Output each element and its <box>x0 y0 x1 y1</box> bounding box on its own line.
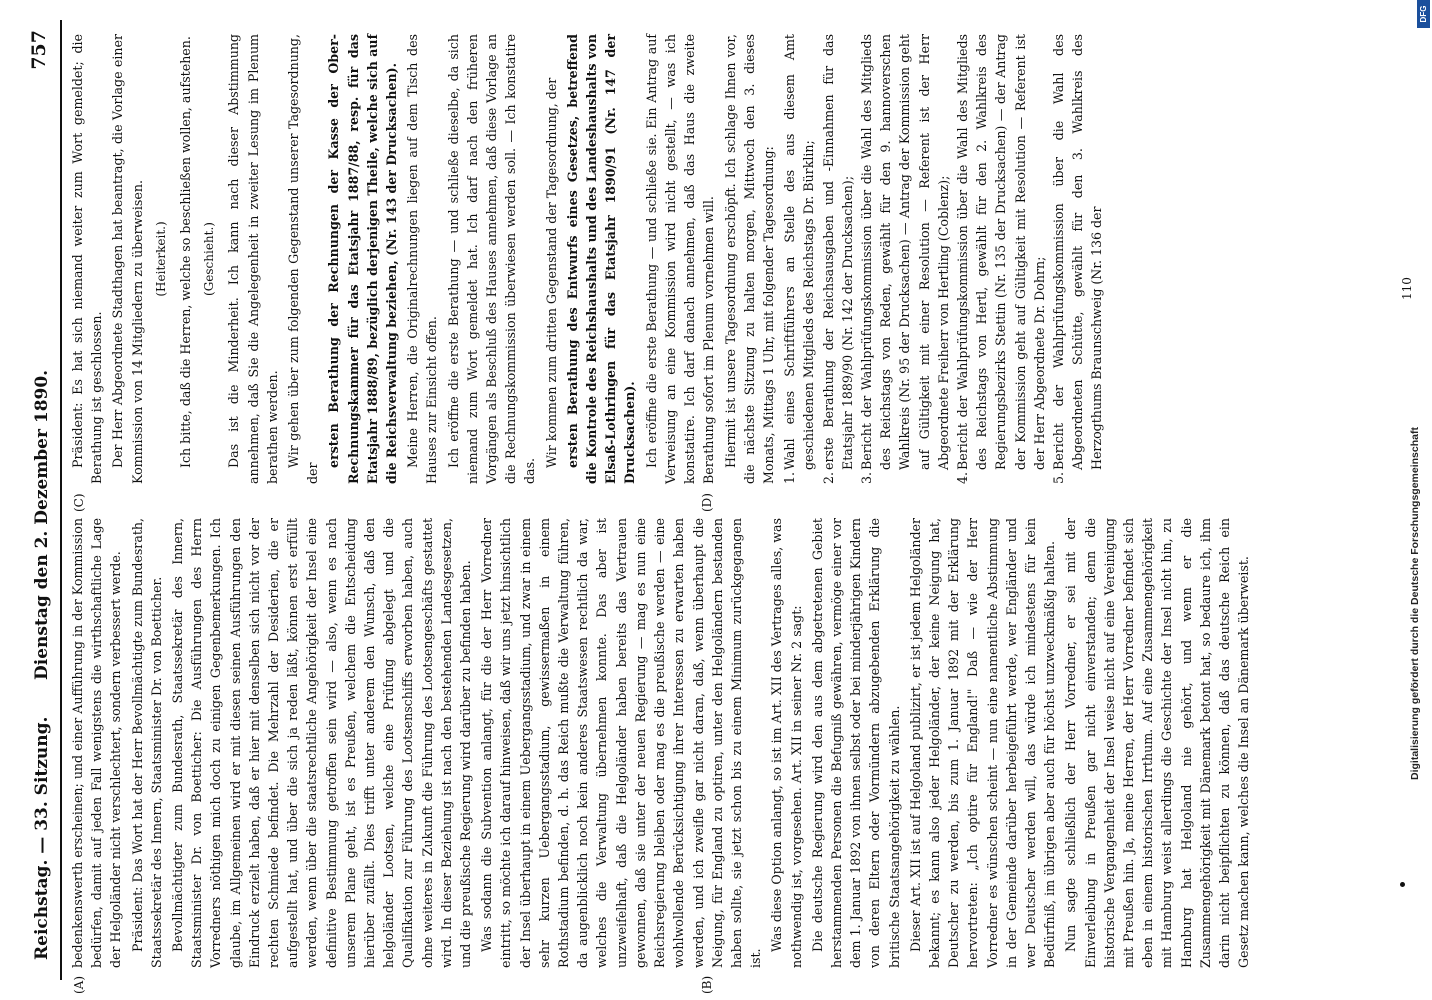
agenda-heading: ersten Berathung der Rechnungen der Kasse der Ober-Rechnungskammer für das Etatsjahr 1887/88, resp. für das Etatsjahr 1888/89, bezüglich derjenigen Theile, welche sich auf die Reichsverwaltung beziehen, (Nr. 143 der Drucksachen). <box>326 34 400 484</box>
left-column <box>68 518 1255 968</box>
right-column <box>68 34 1107 484</box>
paragraph: Ich bitte, daß die Herren, welche so beschließen wollen, aufstehen. <box>178 36 194 468</box>
quoted-paragraph: Die deutsche Regierung wird den aus dem abgetretenen Gebiet herstammenden Personen die Befugniß gewähren, vermöge einer vor dem 1. Januar 1892 von ihnen selbst oder bei minderjährigen Kindern von deren Eltern oder Vormündern abzugebenden Erklärung die britische Staatsangehörigkeit zu wählen. <box>809 518 902 968</box>
header-date: Dienstag den 2. Dezember 1890. <box>32 369 52 680</box>
credit-text: Digitalisierung gefördert durch die Deutsche Forschungsgemeinschaft <box>1409 427 1421 780</box>
paragraph: Ich eröffne die erste Berathung — und schließe sie. Ein Antrag auf Verweisung an eine Kommission wird nicht gestellt, — was ich konstatire. Ich darf danach annehmen, daß das Haus die zweite Berathung sofort im Plenum vornehmen will. <box>643 34 717 484</box>
paragraph: Präsident: Das Wort hat der Herr Bevollmächtigte zum Bundesrath, Staatssekretär des Innern, Staatsminister Dr. von Boetticher. <box>129 518 164 968</box>
paragraph: Hiermit ist unsere Tagesordnung erschöpft. Ich schlage Ihnen vor, die nächste Sitzung zu halten morgen, Mittwoch den 3. dieses Monats, Mittags 1 Uhr, mit folgender Tagesordnung: <box>722 34 776 484</box>
paragraph: Was sodann die Subvention anlangt, für die der Herr Vorredner eintritt, so möchte ich darauf hinweisen, daß wir uns jetzt hinsichtlich der Insel überhaupt in einem Uebergangsstadium, und zwar in einem sehr kurzen Uebergangsstadium, gewissermaßen in einem Rothstadium befinden, d. h. das Reich mußte die Verwaltung führen, da augenblicklich noch kein anderes Staatswesen rechtlich da war, welches die Verwaltung übernehmen konnte. Das aber ist unzweifelhaft, daß die Helgoländer haben bereits das Vertrauen gewonnen, daß sie unter der neuen Regierung — mag es nun eine Reichsregierung bleiben oder mag es die preußische werden — eine wohlwollende Berücksichtigung ihrer Interessen zu erwarten haben werden, und ich zweifle gar nicht daran, daß, wenn überhaupt die Neigung, für England zu optiren, unter den Helgoländern bestanden haben sollte, sie jetzt schon bis zu einem Minimum zurückgegangen ist. <box>479 518 764 968</box>
stage-direction: (Heiterkeit.) <box>153 221 168 297</box>
margin-marker-a: (A) <box>72 975 86 994</box>
scan-speck <box>1400 882 1405 887</box>
agenda-heading: ersten Berathung des Entwurfs eines Gesetzes, betreffend die Kontrole des Reichshaushalts und des Landeshaushalts von Elsaß-Lothringen für das Etatsjahr 1890/91 (Nr. 147 der Drucksachen). <box>564 34 638 484</box>
stage-direction: (Geschieht.) <box>202 222 217 296</box>
agenda-item: 4.Bericht der Wahlprüfungskommission über die Wahl des Mitglieds des Reichstags von Hertl, gewählt für den 2. Wahlkreis des Regierungsbezirks Stettin (Nr. 135 der Drucksachen) — der Antrag der Kommission geht auf Gültigkeit mit Resolution — Referent ist der Herr Abgeordnete Dr. Dohrn; <box>954 34 1047 484</box>
header-left: Reichstag. — 33. Sitzung. <box>32 716 52 960</box>
paragraph: Wir gehen über zum folgenden Gegenstand unserer Tagesordnung, der <box>286 34 321 484</box>
paragraph: Nun sagte schließlich der Herr Vorredner, er sei mit der Einverleibung in Preußen gar nicht einverstanden; denn die historische Vergangenheit der Insel weise nicht auf eine Vereinigung mit Preußen hin. Ja, meine Herren, der Herr Vorredner befindet sich eben in einem historischen Irrthum. Auf eine Zusammengehörigkeit mit Hamburg weist allerdings die Geschichte der Insel nicht hin, zu Hamburg hat Helgoland nie gehört, und wenn er die Zusammengehörigkeit mit Dänemark betont hat, so bedaure ich, ihm darin nicht beipflichten zu können, daß das deutsche Reich ein Gesetz machen kann, welches die Insel an Dänemark überweist. <box>1063 518 1252 968</box>
paragraph: Das ist die Minderheit. Ich kann nach dieser Abstimmung annehmen, daß Sie die Angelegenheit in zweiter Lesung im Plenum berathen werden. <box>226 34 280 484</box>
footer-number: 110 <box>1400 277 1414 300</box>
paragraph: Wir kommen zum dritten Gegenstand der Tagesordnung, der <box>543 77 559 468</box>
paragraph: Was diese Option anlangt, so ist im Art. XII des Vertrages alles, was nothwendig ist, vorgesehen. Art. XII in seiner Nr. 2 sagt: <box>769 518 804 968</box>
paragraph: Präsident: Es hat sich niemand weiter zum Wort gemeldet; die Berathung ist geschlossen. <box>70 34 105 484</box>
paragraph: bedenkenswerth erscheinen; und einer Aufführung in der Kommission bedürfen, damit auf jeden Fall wenigstens die wirthschaftliche Lage der Helgoländer nicht verschlechtert, sondern verbessert werde. <box>70 518 124 968</box>
margin-marker-d: (D) <box>700 493 714 512</box>
digitization-credit <box>1407 20 1429 780</box>
paragraph: Ich eröffne die erste Berathung — und schließe dieselbe, da sich niemand zum Wort gemeldet hat. Ich darf nach den früheren Vorgängen als Beschluß des Hauses annehmen, daß diese Vorlage an die Rechnungskommission überwiesen werden soll. — Ich konstatire das. <box>445 34 538 484</box>
dfg-logo: DFG <box>1417 0 1430 28</box>
page-number: 757 <box>28 30 50 70</box>
paragraph: Meine Herren, die Originalrechnungen liegen auf dem Tisch des Hauses zur Einsicht offen. <box>405 34 440 484</box>
page-header <box>20 20 62 980</box>
agenda-item: 3.Bericht der Wahlprüfungskommission über die Wahl des Mitglieds des Reichstags von Reden, gewählt für den 9. hannoverschen Wahlkreis (Nr. 95 der Drucksachen) — Antrag der Kommission geht auf Gültigkeit mit einer Resolution — Referent ist der Herr Abgeordnete Freiherr von Hertling (Coblenz); <box>858 34 951 484</box>
paragraph: Bevollmächtigter zum Bundesrath, Staatssekretär des Innern, Staatsminister Dr. von Boetticher: Die Ausführungen des Herrn Vorredners nöthigen mich doch zu einigen Gegenbemerkungen. Ich glaube, im Allgemeinen wird er mit diesen seinen Ausführungen den Eindruck erzielt haben, daß er hier mit denselben sich nicht vor der rechten Schmiede befindet. Die Mehrzahl der Desiderien, die er aufgestellt hat, und über die sich ja reden läßt, können erst erfüllt werden, wenn über die staatsrechtliche Angehörigkeit der Insel eine definitive Bestimmung getroffen sein wird — also, wenn es nach unserem Plane geht, ist es Preußen, welchem die Entscheidung hierüber zufällt. Dies trifft unter anderem den Wunsch, daß den helgoländer Lootsen, welche eine Prüfung abgelegt und die Qualifikation zur Führung des Lootsenschiffs erworben haben, auch ohne weiteres in Zukunft die Führung des Lootsengeschäfts gestattet wird. In dieser Beziehung ist nach den bestehenden Landesgesetzen, und die preußische Regierung wird darüber zu befinden haben. <box>170 518 474 968</box>
agenda-item: 5.Bericht der Wahlprüfungskommission über die Wahl des Abgeordneten Schütte, gewählt für den 3. Wahlkreis des Herzogthums Braunschweig (Nr. 136 der <box>1050 34 1105 484</box>
margin-marker-c: (C) <box>72 493 86 512</box>
agenda-item: 2.erste Berathung der Reichsausgaben und -Einnahmen für das Etatsjahr 1889/90 (Nr. 142 der Drucksachen); <box>820 34 855 484</box>
margin-marker-b: (B) <box>700 975 714 994</box>
document-page <box>20 20 1420 994</box>
agenda-item: 1.Wahl eines Schriftführers an Stelle des aus diesem Amt geschiedenen Mitglieds des Reichstags Dr. Bürklin; <box>782 34 817 484</box>
paragraph: Der Herr Abgeordnete Stadthagen hat beantragt, die Vorlage einer Kommission von 14 Mitgliedern zu überweisen. <box>110 34 145 484</box>
paragraph: Dieser Art. XII ist auf Helgoland publizirt, er ist jedem Helgoländer bekannt; es kann also jeder Helgoländer, der keine Neigung hat, Deutscher zu werden, bis zum 1. Januar 1892 mit der Erklärung hervortreten: „Ich optire für England!" Daß — wie der Herr Vorredner es wünschen scheint — nun eine namentliche Abstimmung in der Gemeinde darüber herbeigeführt werde, wer Engländer und wer Deutscher werden will, das würde ich mindestens für kein Bedürfniß, im übrigen aber auch für höchst unzweckmäßig halten. <box>907 518 1058 968</box>
